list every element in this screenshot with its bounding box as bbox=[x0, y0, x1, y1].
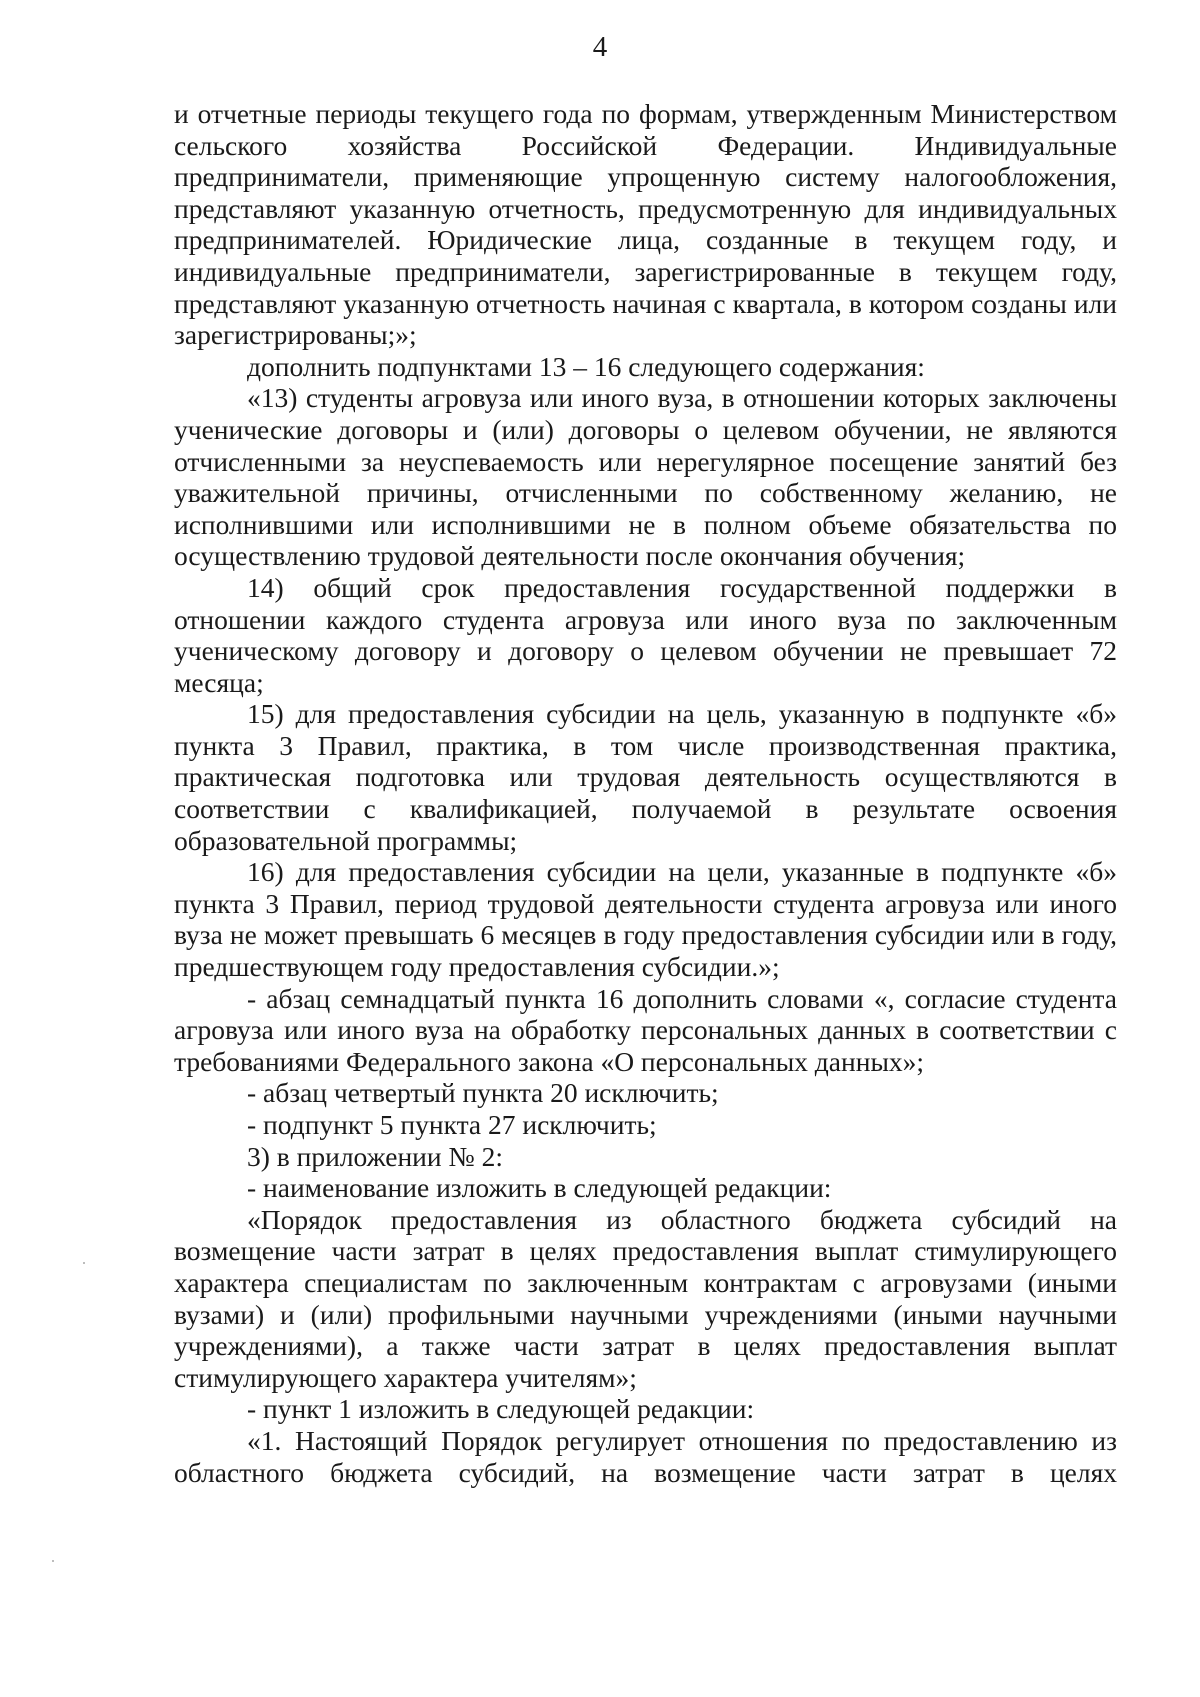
scan-speck bbox=[83, 1262, 85, 1264]
paragraph-item-20: - абзац четвертый пункта 20 исключить; bbox=[247, 1077, 719, 1109]
paragraph-procedure-title: «Порядок предоставления из областного бюджета субсидий на возмещение части затрат в целях предоставления выплат стимулирующего характера специалистам по заключенным контрактам с агровузами (иными вузами) и (или) профильными научными учреждениями (иными научными учреждениями), а также части затрат в целях предоставления выплат стимулирующего характера учителям»; bbox=[174, 1203, 1117, 1393]
page-number: 4 bbox=[592, 31, 608, 63]
document-body bbox=[174, 98, 1117, 1488]
paragraph-appendix-2: 3) в приложении № 2: bbox=[247, 1140, 503, 1172]
paragraph-title-edit: - наименование изложить в следующей редакции: bbox=[247, 1172, 832, 1204]
paragraph-reporting: и отчетные периоды текущего года по формам, утвержденным Министерством сельского хозяйства Российской Федерации. Индивидуальные предприниматели, применяющие упрощенную систему налогообложения, представляют указанную отчетность, предусмотренную для индивидуальных предпринимателей. Юридические лица, созданные в текущем году, и индивидуальные предприниматели, зарегистрированные в текущем году, представляют указанную отчетность начиная с квартала, в котором созданы или зарегистрированы;»; bbox=[174, 98, 1117, 351]
paragraph-subpoint-13: «13) студенты агровуза или иного вуза, в отношении которых заключены ученические договоры и (или) договоры о целевом обучении, не являются отчисленными за неуспеваемость или нерегулярное посещение занятий без уважительной причины, отчисленными по собственному желанию, не исполнившими или исполнившими не в полном объеме обязательства по осуществлению трудовой деятельности после окончания обучения; bbox=[174, 382, 1117, 572]
scan-speck bbox=[52, 1560, 54, 1562]
paragraph-item-1-text: «1. Настоящий Порядок регулирует отношения по предоставлению из областного бюджета субсидий, на возмещение части затрат в целях bbox=[174, 1424, 1117, 1488]
paragraph-item-16-consent: - абзац семнадцатый пункта 16 дополнить словами «, согласие студента агровуза или иного вуза на обработку персональных данных в соответствии с требованиями Федерального закона «О персональных данных»; bbox=[174, 982, 1117, 1077]
paragraph-subpoint-14: 14) общий срок предоставления государственной поддержки в отношении каждого студента агровуза или иного вуза по заключенным ученическому договору и договору о целевом обучении не превышает 72 месяца; bbox=[174, 571, 1117, 698]
paragraph-subpoint-15: 15) для предоставления субсидии на цель, указанную в подпункте «б» пункта 3 Правил, практика, в том числе производственная практика, практическая подготовка или трудовая деятельность осуществляются в соответствии с квалификацией, получаемой в результате освоения образовательной программы; bbox=[174, 698, 1117, 856]
paragraph-item-1-edit: - пункт 1 изложить в следующей редакции: bbox=[247, 1393, 755, 1425]
paragraph-item-27: - подпункт 5 пункта 27 исключить; bbox=[247, 1109, 657, 1140]
paragraph-add-subpoints: дополнить подпунктами 13 – 16 следующего содержания: bbox=[247, 350, 925, 382]
paragraph-subpoint-16: 16) для предоставления субсидии на цели, указанные в подпункте «б» пункта 3 Правил, период трудовой деятельности студента агровуза или иного вуза не может превышать 6 месяцев в году предоставления субсидии или в году, предшествующем году предоставления субсидии.»; bbox=[174, 856, 1117, 983]
